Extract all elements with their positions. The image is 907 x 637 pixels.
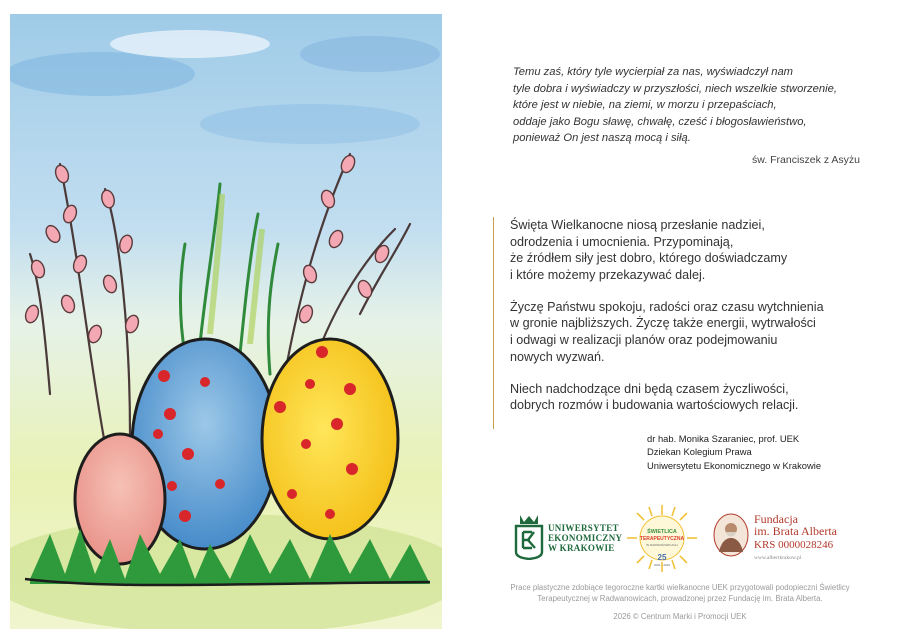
signature-name: dr hab. Monika Szaraniec, prof. UEK <box>647 433 800 444</box>
uek-line-1: UNIWERSYTET <box>548 523 619 533</box>
fundacja-www: www.albertkrakow.pl <box>754 555 802 561</box>
quote-text: Temu zaś, który tyle wycierpiał za nas, wyświadczył nam tyle dobra i wyświadczy w przyszłości, niech wszelkie stworzenie, które jest w niebie, na ziemi, w morzu i przepaściach, oddaje jako Bogu sławę, chwałę, cześć i błogosławieństwo, ponieważ On jest naszą mocą i siłą. <box>513 66 837 144</box>
uek-line-3: W KRAKOWIE <box>548 543 615 553</box>
quote-author: św. Franciszek z Asyżu <box>752 154 860 166</box>
sun-icon <box>622 502 702 574</box>
fundacja-line-1: Fundacja <box>754 512 798 526</box>
footnote: Prace plastyczne zdobiące tegoroczne kartki wielkanocne UEK przygotowali podopieczni Świetlicy Terapeutycznej w Radwanowicach, prowadzonej przez Fundację im. Brata Alberta. <box>510 583 850 603</box>
swietlica-line-2: TERAPEUTYCZNA <box>639 536 685 542</box>
logos-row <box>512 500 872 580</box>
uek-emblem-icon <box>512 512 546 560</box>
swietlica-logo <box>622 502 702 574</box>
easter-eggs-painting <box>10 14 442 629</box>
signature-block <box>647 432 867 472</box>
fundacja-line-2: im. Brata Alberta <box>754 524 837 538</box>
signature-role: Dziekan Kolegium Prawa <box>647 446 752 458</box>
copyright: 2026 © Centrum Marki i Promocji UEK <box>613 612 747 621</box>
fundacja-krs: KRS 0000028246 <box>754 539 834 551</box>
swietlica-badge: 25 <box>657 553 667 562</box>
swietlica-line-1: ŚWIETLICA <box>647 529 677 535</box>
uek-line-2: EKONOMICZNY <box>548 533 623 543</box>
wishes-paragraph-3: Niech nadchodzące dni będą czasem życzliwości, dobrych rozmów i budowania wartościowych relacji. <box>510 381 799 413</box>
wishes-block <box>493 217 880 429</box>
swietlica-years: 2001 - 2026 <box>653 563 671 567</box>
fundacja-logo <box>712 512 872 562</box>
wishes-paragraph-1: Święta Wielkanocne niosą przesłanie nadziei, odrodzenia i umocnienia. Przypominają, że źródłem siły jest dobro, którego doświadczamy i które możemy przekazywać dalej. <box>510 218 788 282</box>
signature-institution: Uniwersytetu Ekonomicznego w Krakowie <box>647 459 822 471</box>
swietlica-line-3: W RADWANOWICACH <box>646 543 678 547</box>
quote-block <box>513 64 863 147</box>
uek-logo <box>512 512 622 562</box>
brother-albert-portrait-icon <box>712 512 750 558</box>
wishes-paragraph-2: Życzę Państwu spokoju, radości oraz czasu wytchnienia w gronie najbliższych. Życzę także energii, wytrwałości i odwagi w realizacji planów oraz podejmowaniu nowych wyzwań. <box>510 299 824 364</box>
